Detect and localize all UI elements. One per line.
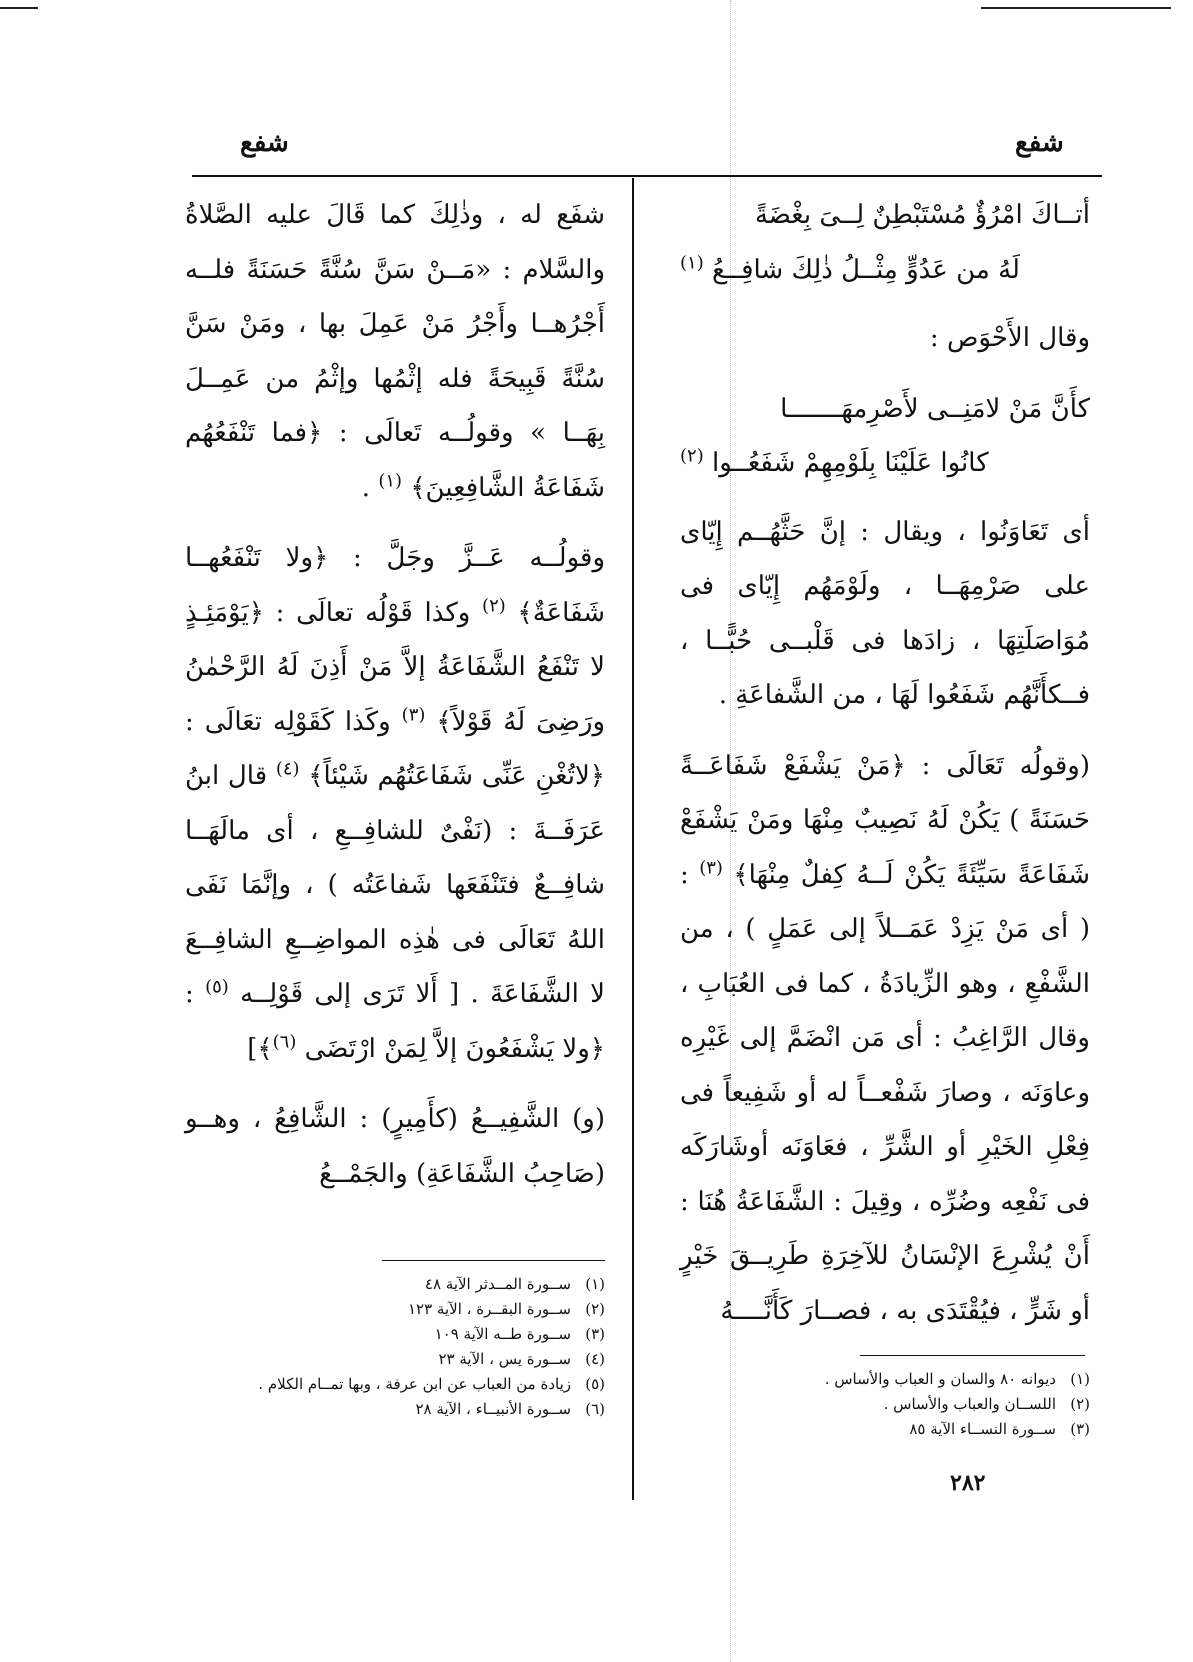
footnote-number: (٣) <box>1070 1420 1090 1438</box>
footnote-text: ديوانه ٨٠ والسان و العباب والأساس . <box>824 1370 1056 1388</box>
footnote-ref: (٢) <box>482 594 506 616</box>
paragraph-text: ﴾] <box>247 1033 273 1064</box>
paragraph-text: : ( أى مَنْ يَزِدْ عَمَــلاً إلى عَمَلٍ ) ، من الشَّفْعِ ، وهو الزِّيادَةُ ، كما فى العُبَابِ ، وقال الرَّاغِبُ : أى مَن انْضَمَّ إلى غَيْرِه وعاوَنَه ، وصارَ شَفْعــاً له أو شَفِيعاً فى فِعْلِ الخَيْرِ أو الشَّرِّ ، فعَاوَنَه أوشَارَكَه فى نَفْعِه وضُرِّه ، وقِيلَ : الشَّفَاعَةُ هُنَا : أَنْ يُشْرِعَ الإنْسَانُ للآخِرَةِ طَرِيــقَ خَيْرٍ أو شَرٍّ ، فيُقْتَدَى به ، فصــارَ كَأَنَّــــهُ <box>680 859 1090 1326</box>
right-column <box>680 188 1090 1354</box>
footnote-number: (٢) <box>585 1300 605 1318</box>
paragraph-text: وقولُــه عَــزَّ وجَلَّ : ﴿ولا تَنْفَعُهــا شَفَاعَةٌ﴾ <box>185 543 606 628</box>
footnote-ref: (٥) <box>205 976 229 998</box>
footnote-ref: (٣) <box>401 703 426 725</box>
corner-rule-left <box>0 7 38 9</box>
footnote-item <box>170 1297 605 1322</box>
footnote-number: (٣) <box>585 1325 605 1343</box>
footnote-ref: (١) <box>680 251 704 273</box>
footnote-item <box>170 1322 605 1347</box>
paragraph <box>680 739 1090 1339</box>
paragraph-text: . <box>361 472 371 503</box>
footnote-number: (٤) <box>585 1350 605 1368</box>
footnote-text: اللســان والعباب والأساس . <box>883 1395 1056 1413</box>
paragraph <box>185 531 605 1076</box>
verse-2-line-1: كأَنَّ مَنْ لامَنِــى لأَصْرِمهَـــــــا <box>780 393 1090 424</box>
paragraph-text: (وقولُه تَعَالَى : ﴿مَنْ يَشْفَعْ شَفَاعَــةً حَسَنَةً ) يَكُنْ لَهُ نَصِيبٌ مِنْهَا ومَنْ يَشْفَعْ شَفَاعَةً سَيِّئَةً يَكُنْ لَــهُ كِفلٌ مِنْهَا﴾ <box>680 750 1091 890</box>
footnote-number: (٢) <box>1070 1395 1090 1413</box>
paragraph-text: قال ابنُ عَرَفَــةَ : (نَفْىٌ للشافِــعِ ، أى مالَهَــا شافِــعٌ فتَنْفَعَها شَفاعَتُه ) ، وإنَّمَا نَفَى اللهُ تَعَالَى فى هٰذِه المواضِــعِ الشافِــعَ لا الشَّفَاعَةَ . [ أَلا تَرَى إلى قَوْلِــه <box>185 761 606 1009</box>
footnotes-left <box>170 1272 605 1422</box>
paragraph-text: وكذا قَوْلُه تعالَى : ﴿يَوْمَئِـذٍ لا تَنْفَعُ الشَّفَاعَةُ إلاَّ مَنْ أَذِنَ لَهُ الرَّحْمٰنُ ورَضِىَ لَهُ قَوْلاً﴾ <box>185 597 606 737</box>
paragraph-text: وكَذا كَقَوْلِه تعَالَى : ﴿لاتُغْنِ عَنِّى شَفَاعَتُهُم شَيْئاً﴾ <box>185 706 606 791</box>
footnote-text: ســورة الأنبيــاء ، الآية ٢٨ <box>415 1400 571 1418</box>
footnote-item <box>720 1367 1090 1392</box>
verse-2-line-2 <box>680 436 1090 491</box>
paragraph: أى تَعَاوَنُوا ، ويقال : إنَّ حَثَّهُــم إِيّاى على صَرْمِهَــا ، ولَوْمَهُم إِيّاى فى مُوَاصَلَتِهَا ، زادَها فى قَلْبــى حُبًّــا ، فــكأَنَّهُم شَفَعُوا لَهَا ، من الشَّفاعَةِ . <box>680 516 1090 710</box>
verse-2-line-2-text: كانُوا عَلَيْنَا بِلَوْمِهِمْ شَفَعُــوا <box>712 448 989 478</box>
footnote-item <box>720 1417 1090 1442</box>
footnote-item <box>170 1272 605 1297</box>
corner-rule-right <box>981 7 1171 9</box>
footnote-number: (١) <box>1070 1370 1090 1388</box>
paragraph-text: شفَع له ، وذٰلِكَ كما قَالَ عليه الصَّلاةُ والسَّلام : «مَــنْ سَنَّ سُنَّةً حَسَنَةً فلــه أَجْرُهــا وأَجْرُ مَنْ عَمِلَ بها ، ومَنْ سَنَّ سُنَّةً قَبِيحَةً فله إثْمُها وإثْمُ من عَمِــلَ بِهَــا » وقولُــه تَعالَى : ﴿فما تَنْفَعُهُم شَفَاعَةُ الشَّافِعِينَ﴾ <box>185 200 605 503</box>
footnote-ref: (٦) <box>272 1030 297 1052</box>
footnote-text: زيادة من العباب عن ابن عرفة ، وبها تمــام الكلام . <box>258 1375 571 1393</box>
footnote-item <box>170 1372 605 1397</box>
verse-1-line-2-text: لَهُ من عَدُوٍّ مِثْــلُ ذٰلِكَ شافِــعُ <box>712 254 1020 285</box>
verse-1-line-2 <box>680 243 1090 298</box>
footnote-ref: (٢) <box>680 445 704 467</box>
header-word-right: شفع <box>1015 128 1064 158</box>
header-word-left: شفع <box>240 128 289 158</box>
footnote-item <box>170 1397 605 1422</box>
footnote-ref: (١) <box>378 469 403 491</box>
footnote-text: ســورة البقــرة ، الآية ١٢٣ <box>407 1300 571 1318</box>
footnote-text: ســورة النســاء الآية ٨٥ <box>909 1420 1056 1438</box>
footnote-rule-right <box>860 1355 1085 1356</box>
left-column <box>185 188 605 1217</box>
verse-1 <box>680 188 1090 297</box>
footnote-ref: (٣) <box>699 856 723 878</box>
verse-2 <box>680 382 1090 491</box>
footnote-item <box>170 1347 605 1372</box>
verse-1-line-1: أتــاكَ امْرُؤٌ مُسْتَبْطِنٌ لِــىَ بِغْضَةً <box>754 200 1090 230</box>
footnote-text: ســورة طــه الآية ١٠٩ <box>434 1325 571 1343</box>
paragraph: (و) الشَّفِيــعُ (كأَمِيرٍ) : الشَّافِعُ ، وهــو (صَاحِبُ الشَّفَاعَةِ) والجَمْــعُ <box>185 1104 605 1189</box>
footnote-ref: (٤) <box>275 758 300 780</box>
footnote-number: (٥) <box>585 1375 605 1393</box>
footnote-text: ســورة المــدثر الآية ٤٨ <box>424 1275 571 1293</box>
paragraph-text: : ﴿ولا يَشْفَعُونَ إلاَّ لِمَنْ ارْتَضَى <box>185 979 605 1064</box>
footnote-number: (١) <box>585 1275 605 1293</box>
header-rule <box>192 175 1102 177</box>
page-number: ٢٨٢ <box>950 1470 986 1496</box>
intro-line: وقال الأَحْوَص : <box>929 323 1090 353</box>
footnote-text: ســورة يس ، الآية ٢٣ <box>438 1350 571 1368</box>
paragraph <box>185 188 605 515</box>
column-divider <box>632 178 634 1500</box>
footnote-number: (٦) <box>585 1400 605 1418</box>
footnote-item <box>720 1392 1090 1417</box>
footnotes-right <box>720 1367 1090 1442</box>
footnote-rule-left <box>382 1260 605 1261</box>
